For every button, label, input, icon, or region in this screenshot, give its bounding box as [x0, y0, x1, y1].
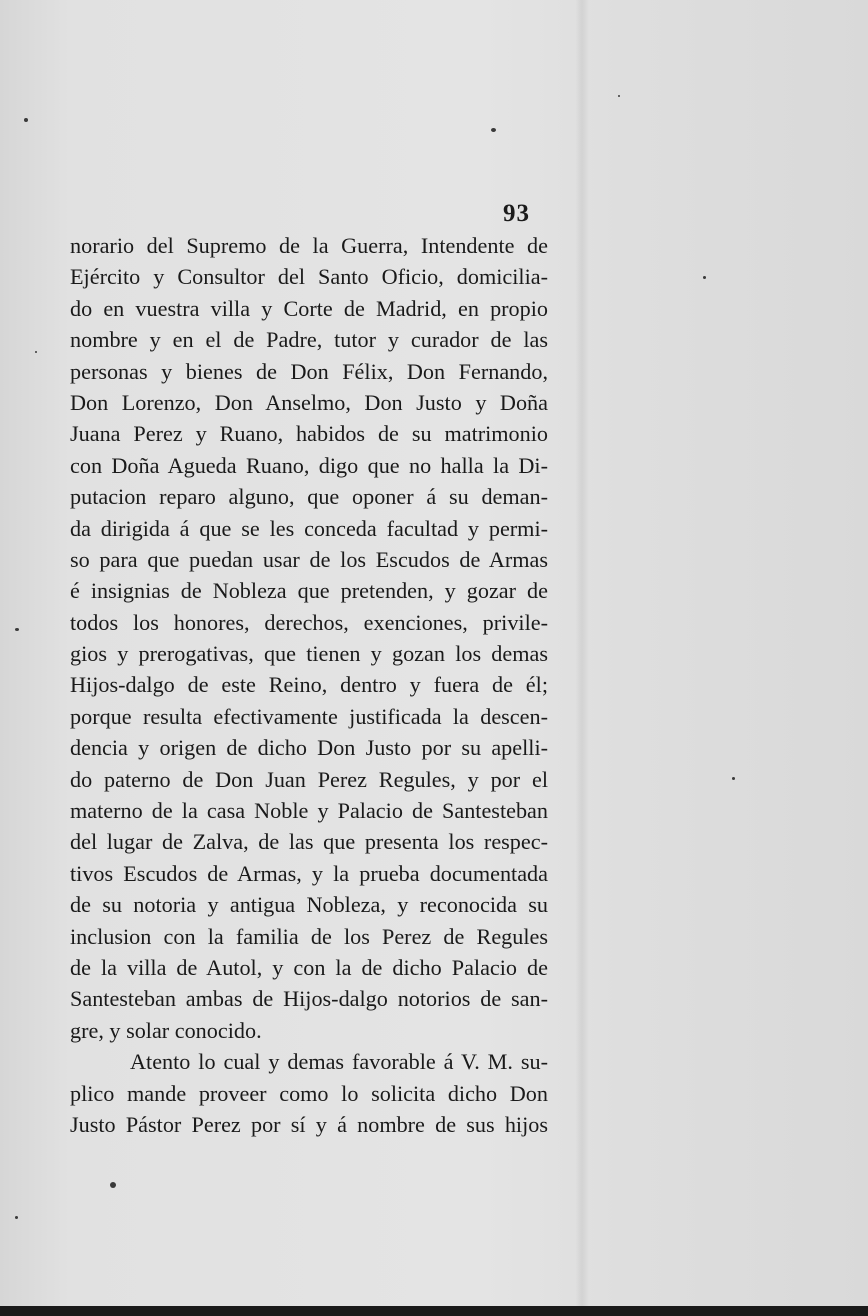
text-line: so para que puedan usar de los Escudos de Armas [70, 546, 548, 572]
page-number: 93 [503, 200, 530, 227]
text-line: norario del Supremo de la Guerra, Intendente de [70, 233, 548, 258]
text-line: da dirigida á que se les conceda facultad y permi- [70, 515, 548, 541]
paper-speck [703, 276, 706, 279]
text-line: Atento lo cual y demas favorable á V. M. su- [130, 1049, 548, 1075]
text-line: inclusion con la familia de los Perez de Regules [70, 923, 548, 949]
paper-speck [15, 628, 19, 631]
text-line: do paterno de Don Juan Perez Regules, y por el [70, 766, 548, 792]
text-line: nombre y en el de Padre, tutor y curador de las [70, 327, 548, 353]
text-line: do en vuestra villa y Corte de Madrid, en propio [70, 295, 548, 321]
text-line: Hijos-dalgo de este Reino, dentro y fuera de él; [70, 672, 548, 698]
text-line: del lugar de Zalva, de las que presenta los respec- [70, 829, 548, 855]
text-line: porque resulta efectivamente justificada la descen- [70, 703, 548, 729]
text-line: Don Lorenzo, Don Anselmo, Don Justo y Doña [70, 389, 548, 415]
text-line: de la villa de Autol, y con la de dicho Palacio de [70, 954, 548, 980]
paper-speck [732, 777, 735, 780]
text-line: gios y prerogativas, que tienen y gozan los demas [70, 641, 548, 667]
text-line: é insignias de Nobleza que pretenden, y gozar de [70, 578, 548, 604]
paper-speck [491, 128, 496, 132]
text-line: tivos Escudos de Armas, y la prueba documentada [70, 860, 548, 886]
text-line: de su notoria y antigua Nobleza, y reconocida su [70, 892, 548, 918]
text-line: personas y bienes de Don Félix, Don Fernando, [70, 358, 548, 384]
text-line: con Doña Agueda Ruano, digo que no halla la Di- [70, 452, 548, 478]
body-text [70, 230, 548, 1140]
text-line: Santesteban ambas de Hijos-dalgo notorios de san- [70, 986, 548, 1012]
text-line: gre, y solar conocido. [70, 1017, 262, 1043]
text-line: Juana Perez y Ruano, habidos de su matrimonio [70, 421, 548, 447]
paper-speck [110, 1182, 116, 1188]
text-line: todos los honores, derechos, exenciones, privile- [70, 609, 548, 635]
scan-bottom-edge [0, 1306, 868, 1316]
paper-speck [24, 118, 28, 122]
text-line: plico mande proveer como lo solicita dicho Don [70, 1080, 548, 1106]
text-line: dencia y origen de dicho Don Justo por su apelli- [70, 735, 548, 761]
text-line: Ejército y Consultor del Santo Oficio, domicilia- [70, 264, 548, 290]
text-line: putacion reparo alguno, que oponer á su deman- [70, 484, 548, 510]
text-line: Justo Pástor Perez por sí y á nombre de sus hijos [70, 1111, 548, 1137]
paper-speck [618, 95, 620, 97]
text-line: materno de la casa Noble y Palacio de Santesteban [70, 798, 548, 824]
paper-speck [15, 1216, 18, 1219]
page-fold-shadow [575, 0, 589, 1316]
paper-speck [35, 351, 37, 353]
